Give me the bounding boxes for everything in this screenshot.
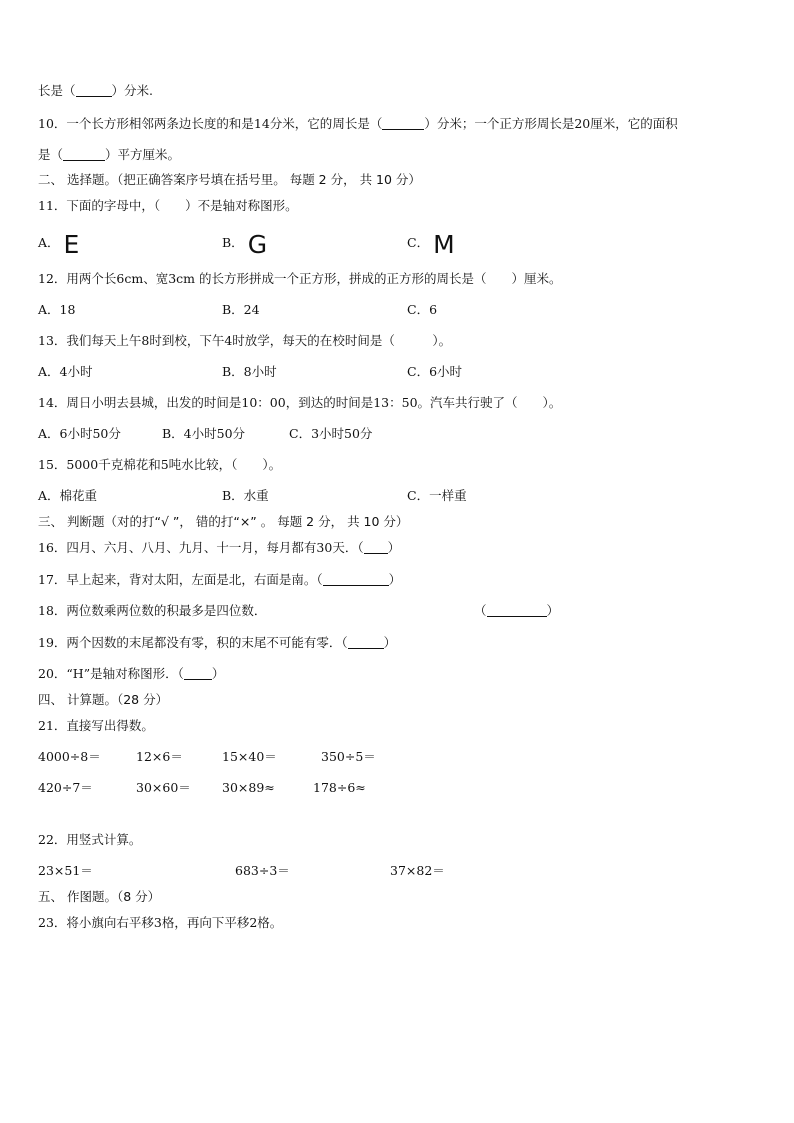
q12-option-a[interactable]: A．18 <box>38 302 76 317</box>
q16-text: 16．四月、六月、八月、九月、十一月，每月都有30天．（ <box>38 540 364 555</box>
q21-item-5: 420÷7＝ <box>38 780 93 795</box>
q18-close: ） <box>546 603 560 618</box>
section-2-heading: 二、 选择题。（把正确答案序号填在括号里。 每题 2 分， 共 10 分） <box>38 172 421 187</box>
q9-after: ）分米. <box>111 83 153 98</box>
q18-answer <box>474 603 559 619</box>
q21-item-1: 4000÷8＝ <box>38 749 101 764</box>
q17-close: ） <box>388 572 402 587</box>
q18-text: 18．两位数乘两位数的积最多是四位数． <box>38 603 267 618</box>
q20-blank[interactable] <box>184 667 212 680</box>
q11-option-b-label: B． <box>222 235 244 250</box>
q21-item-8: 178÷6≈ <box>313 780 366 795</box>
q12-stem: 12．用两个长6cm、宽3cm 的长方形拼成一个正方形，拼成的正方形的周长是（ ）厘米。 <box>38 271 562 286</box>
q16 <box>38 540 400 556</box>
q12-option-b[interactable]: B．24 <box>222 302 260 317</box>
q10-blank-1[interactable] <box>382 117 424 130</box>
q14-stem: 14．周日小明去县城，出发的时间是10：00，到达的时间是13：50。汽车共行驶了（ ）。 <box>38 395 562 410</box>
q21-stem: 21．直接写出得数。 <box>38 718 154 733</box>
q11-option-b[interactable] <box>222 232 267 258</box>
q21-item-4: 350÷5＝ <box>321 749 376 764</box>
q9-before: 长是（ <box>38 83 76 98</box>
q13-option-a[interactable]: A．4小时 <box>38 364 93 379</box>
q20-close: ） <box>211 666 225 681</box>
q18-blank[interactable] <box>487 604 547 617</box>
section-5-heading: 五、 作图题。（8 分） <box>38 889 161 904</box>
section-3-heading: 三、 判断题（对的打“√ ”， 错的打“×” 。 每题 2 分， 共 10 分） <box>38 514 409 529</box>
q19-text: 19．两个因数的末尾都没有零，积的末尾不可能有零．（ <box>38 635 348 650</box>
q22-stem: 22．用竖式计算。 <box>38 832 142 847</box>
q11-option-c-letter: M <box>433 230 455 259</box>
q22-item-3: 37×82＝ <box>390 863 445 878</box>
q22-item-2: 683÷3＝ <box>235 863 290 878</box>
q10-line2-after: ）平方厘米。 <box>105 147 181 162</box>
q14-option-b[interactable]: B．4小时50分 <box>162 426 246 441</box>
q20-text: 20．“H”是轴对称图形．（ <box>38 666 184 681</box>
q10-line1 <box>38 116 678 132</box>
q13-stem: 13．我们每天上午8时到校，下午4时放学，每天的在校时间是（ ）。 <box>38 333 452 348</box>
q15-stem: 15．5000千克棉花和5吨水比较，（ ）。 <box>38 457 282 472</box>
q14-option-c[interactable]: C．3小时50分 <box>289 426 373 441</box>
q13-option-b[interactable]: B．8小时 <box>222 364 277 379</box>
q21-item-6: 30×60＝ <box>136 780 191 795</box>
q10-line1-mid: ）分米；一个正方形周长是20厘米，它的面积 <box>424 116 678 131</box>
q11-option-c-label: C． <box>407 235 430 250</box>
q11-option-a-letter: E <box>63 230 80 259</box>
q10-line1-before: 10．一个长方形相邻两条边长度的和是14分米，它的周长是（ <box>38 116 383 131</box>
q9-blank[interactable] <box>76 84 112 97</box>
q19-blank[interactable] <box>348 636 384 649</box>
q11-option-a-label: A． <box>38 235 60 250</box>
q22-item-1: 23×51＝ <box>38 863 93 878</box>
q16-blank[interactable] <box>364 541 388 554</box>
q17 <box>38 572 401 588</box>
q9-tail <box>38 83 153 99</box>
q13-option-c[interactable]: C．6小时 <box>407 364 463 379</box>
q14-option-a[interactable]: A．6小时50分 <box>38 426 121 441</box>
q12-option-c[interactable]: C．6 <box>407 302 438 317</box>
q17-text: 17．早上起来，背对太阳，左面是北，右面是南。（ <box>38 572 323 587</box>
q11-option-a[interactable] <box>38 232 79 258</box>
q19 <box>38 635 396 651</box>
section-4-heading: 四、 计算题。（28 分） <box>38 692 169 707</box>
q21-item-3: 15×40＝ <box>222 749 277 764</box>
q10-line2-before: 是（ <box>38 147 64 162</box>
q10-line2 <box>38 147 180 163</box>
q19-close: ） <box>383 635 397 650</box>
q16-close: ） <box>387 540 401 555</box>
q15-option-b[interactable]: B．水重 <box>222 488 269 503</box>
q18-open: （ <box>474 603 487 618</box>
q21-item-7: 30×89≈ <box>222 780 275 795</box>
q11-stem: 11．下面的字母中，（ ）不是轴对称图形。 <box>38 198 298 213</box>
q23-stem: 23．将小旗向右平移3格，再向下平移2格。 <box>38 915 283 930</box>
q15-option-a[interactable]: A．棉花重 <box>38 488 98 503</box>
q15-option-c[interactable]: C．一样重 <box>407 488 467 503</box>
q11-option-c[interactable] <box>407 232 455 258</box>
q11-option-b-letter: G <box>247 230 268 259</box>
q20 <box>38 666 224 682</box>
q10-blank-2[interactable] <box>63 148 105 161</box>
q21-item-2: 12×6＝ <box>136 749 183 764</box>
q17-blank[interactable] <box>323 573 389 586</box>
